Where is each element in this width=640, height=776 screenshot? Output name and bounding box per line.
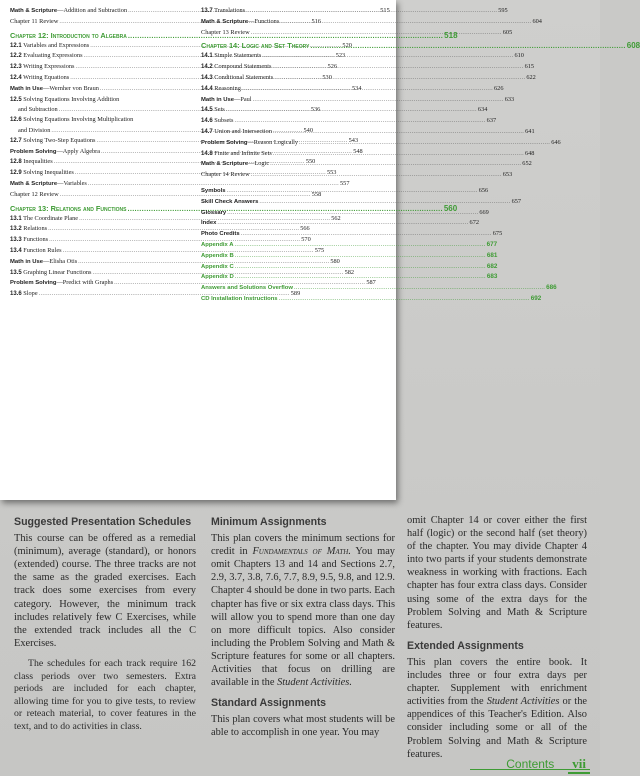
extended-column	[407, 514, 587, 769]
toc-feature-name: Problem Solving	[10, 280, 57, 287]
toc-entry-title	[201, 149, 272, 160]
toc-page-number: 656	[478, 186, 489, 194]
toc-title-text: Appendix D	[201, 274, 234, 281]
toc-leader-dots	[226, 105, 477, 115]
toc-page-number: 543	[348, 136, 359, 144]
toc-page-number: 550	[305, 158, 316, 166]
toc-page-number: 622	[526, 73, 536, 81]
toc-page-number: 646	[551, 138, 561, 146]
book-title: Fundamentals of Math.	[252, 546, 351, 558]
toc-page-number: 641	[525, 127, 535, 135]
toc-page-number: 669	[479, 208, 489, 216]
toc-entry	[201, 294, 542, 305]
toc-feature-name: Math in Use	[10, 85, 44, 92]
toc-entry	[201, 240, 498, 251]
toc-title-text: Conditional Statements	[214, 73, 274, 81]
toc-leader-dots	[227, 186, 478, 196]
toc-entry-title	[10, 278, 113, 289]
toc-entry	[201, 84, 504, 95]
toc-leader-dots	[246, 6, 497, 16]
toc-feature-topic: —Wernher von Braun	[43, 84, 99, 92]
toc-entry	[201, 51, 524, 62]
toc-entry-title	[10, 268, 91, 279]
toc-section-number: 12.8	[10, 159, 22, 166]
toc-leader-dots	[235, 272, 486, 282]
toc-page-number: 548	[353, 147, 363, 155]
toc-leader-dots	[294, 283, 545, 293]
toc-entry-title	[201, 230, 240, 240]
toc-entry-title	[10, 168, 74, 179]
toc-entry-title	[10, 157, 53, 168]
toc-entry-title	[10, 17, 58, 27]
toc-page-number: 608	[626, 41, 640, 51]
toc-page-number: 672	[469, 219, 479, 227]
toc-entry-title	[10, 41, 89, 52]
toc-entry-title	[10, 204, 127, 214]
toc-leader-dots	[241, 229, 492, 239]
toc-page-number: 675	[492, 230, 503, 238]
toc-entry-title	[201, 273, 234, 283]
toc-title-text: Evaluating Expressions	[23, 52, 83, 60]
toc-page-number: 653	[502, 171, 513, 179]
toc-entry-title	[201, 219, 216, 229]
toc-entry-title	[10, 246, 62, 257]
toc-entry-title: and Subtraction	[18, 106, 58, 114]
toc-page-number: 526	[327, 63, 338, 71]
toc-title-text: Appendix A	[201, 241, 234, 248]
toc-entry-title	[201, 41, 309, 51]
toc-page-number: 589	[290, 290, 301, 298]
minimum-text-a: This plan covers the minimum sections for credit in	[211, 533, 395, 558]
toc-page-number: 553	[326, 169, 337, 177]
toc-page-number: 557	[340, 179, 350, 187]
student-activities-ref-2: Student Activities	[486, 696, 560, 708]
toc-entry-title	[10, 257, 77, 268]
toc-entry-title	[10, 6, 127, 17]
toc-title-text: Reasoning	[214, 84, 241, 92]
toc-title-text: Writing Equations	[23, 73, 70, 81]
toc-title-text: Chapter 14 Review	[201, 171, 250, 179]
toc-title-text: Translations	[214, 7, 246, 14]
toc-page-number: 520	[342, 41, 352, 49]
toc-entry	[201, 170, 513, 180]
toc-page-number: 562	[331, 214, 341, 222]
toc-entry-title	[201, 17, 279, 28]
toc-leader-dots	[270, 159, 521, 169]
toc-leader-dots	[251, 170, 502, 180]
toc-page-number: 681	[486, 251, 498, 259]
toc-section-number: 13.2	[10, 226, 22, 233]
toc-entry-title	[201, 28, 250, 38]
toc-page-number: 587	[366, 279, 376, 287]
toc-section-number: 12.2	[10, 53, 22, 60]
toc-section-number: 13.3	[10, 237, 22, 244]
toc-entry-title	[10, 235, 48, 246]
toc-section-number: 12.1	[10, 42, 22, 49]
toc-section-number: 14.8	[201, 150, 213, 157]
toc-title-text: Function Rules	[23, 246, 62, 254]
toc-page-number: 648	[524, 149, 535, 157]
toc-title-text: The Coordinate Plane	[23, 214, 79, 222]
minimum-text-b: You may omit Chapters 13 and 14 and Sections 2.7, 2.9, 3.7, 3.8, 7.6, 7.7, 8.9, 9.5, 9.8, and 12.9. Chapter 4 should be done in two parts. Each chapter has five or six extra class days. This will allow you to spend more than one day on more difficult topics. Also consider including the Problem Solving and Math & Scripture features for some or all chapters. Activities that focus on drilling are available in the	[211, 546, 396, 689]
toc-entry-title	[201, 105, 225, 116]
toc-entry-title	[201, 284, 293, 294]
toc-entry	[201, 17, 542, 28]
toc-entry	[201, 272, 498, 283]
toc-entry	[10, 179, 350, 190]
toc-entry-title	[201, 73, 273, 84]
toc-entry-title	[201, 241, 234, 251]
toc-leader-dots	[280, 17, 531, 27]
extended-paragraph	[407, 656, 587, 761]
toc-page-number: 686	[546, 284, 557, 292]
schedules-heading: Suggested Presentation Schedules	[14, 516, 192, 528]
toc-page-number: 682	[486, 262, 498, 270]
toc-entry	[201, 127, 535, 138]
toc-page-number: 637	[486, 117, 497, 125]
toc-entry-title	[201, 295, 278, 305]
toc-title-text: Chapter 14: Logic and Set Theory	[201, 41, 310, 51]
toc-page-number: 604	[532, 17, 542, 25]
toc-entry-title	[201, 209, 226, 219]
toc-title-text: Inequalities	[23, 158, 53, 166]
toc-feature-name: Math & Scripture	[201, 161, 249, 168]
toc-title-text: Solving Equations Involving Multiplication	[23, 116, 134, 124]
toc-entry-title	[10, 190, 59, 200]
toc-entry-title	[201, 198, 258, 208]
toc-entry-title	[201, 51, 261, 62]
toc-page-number: 566	[300, 225, 310, 233]
toc-leader-dots	[242, 84, 493, 94]
toc-title-text: Chapter 12 Review	[10, 190, 59, 198]
toc-entry	[201, 41, 640, 51]
toc-leader-dots	[235, 240, 486, 250]
toc-feature-topic: —Elisha Otis	[43, 257, 78, 265]
toc-leader-dots	[273, 149, 524, 159]
toc-title-text: Compound Statements	[214, 63, 272, 71]
toc-title-text: Chapter 11 Review	[10, 17, 59, 25]
footer-section-label: Contents	[506, 757, 555, 771]
toc-page-number: 530	[322, 73, 332, 81]
toc-entry	[201, 186, 489, 197]
toc-title-text: Chapter 13 Review	[201, 28, 250, 36]
toc-feature-name: Math & Scripture	[10, 8, 58, 14]
toc-title-text: Chapter 13: Relations and Functions	[10, 203, 127, 213]
toc-title-text: Glossary	[201, 209, 227, 216]
toc-page-number: 516	[311, 17, 321, 25]
toc-title-text: Answers and Solutions Overflow	[201, 285, 293, 292]
toc-page-number: 536	[310, 106, 321, 114]
toc-title-text: Symbols	[201, 187, 226, 194]
minimum-standard-column	[211, 516, 395, 748]
toc-entry	[201, 138, 561, 149]
toc-section-number: 12.4	[10, 74, 22, 81]
toc-entry-title	[10, 289, 38, 300]
toc-entry	[201, 283, 557, 294]
toc-entry	[201, 73, 536, 84]
toc-page-number: 595	[498, 7, 508, 14]
toc-entry-title	[10, 115, 133, 126]
schedules-paragraph-1: This course can be offered as a remedial (minimum), average (standard), or honors (extended) course. The three tracks are not the same as the graded exercises. Each track does some exercises from every category. However, the minimum track includes relatively few C Exercises, while the extended track includes all the C Exercises.	[14, 533, 196, 649]
toc-page-number: 518	[444, 30, 458, 40]
toc-title-text: Writing Expressions	[23, 63, 75, 71]
toc-section-number: 14.4	[201, 85, 213, 92]
toc-leader-dots	[235, 262, 486, 272]
toc-page-number: 683	[486, 273, 498, 281]
toc-section-number: 14.3	[201, 74, 213, 81]
toc-entry	[201, 218, 479, 229]
toc-section-number: 12.3	[10, 64, 22, 71]
toc-section-number: 14.7	[201, 128, 213, 135]
toc-leader-dots	[235, 116, 486, 126]
toc-leader-dots	[253, 95, 504, 105]
toc-entry-title	[10, 62, 75, 73]
toc-entry-title	[201, 6, 245, 17]
toc-page-number: 692	[530, 294, 542, 302]
toc-section-number: 14.5	[201, 107, 213, 114]
toc-entry	[201, 95, 515, 106]
toc-title-text: Chapter 12: Introduction to Algebra	[10, 30, 127, 40]
toc-leader-dots	[235, 251, 486, 261]
toc-entry-title	[10, 147, 100, 158]
toc-entry-title	[10, 179, 87, 190]
toc-page-number: 634	[477, 106, 488, 114]
toc-feature-name: Problem Solving	[10, 148, 57, 155]
toc-entry	[10, 115, 188, 126]
toc-feature-name: Math & Scripture	[201, 18, 249, 25]
standard-paragraph-cont: omit Chapter 14 or cover either the first half (logic) or the second half (set theory) of the chapter. You may divide Chapter 4 into two parts if your students demonstrate weakness in working with fractions. Each chapter has four extra class days. Consider using some of the extra days for the Problem Solving and Math & Scripture features.	[407, 515, 587, 631]
toc-entry-title: and Division	[18, 126, 51, 134]
toc-page-number: 540	[303, 126, 313, 134]
toc-entry-title	[201, 95, 252, 106]
toc-title-text: Skill Check Answers	[201, 198, 259, 205]
toc-entry	[10, 95, 188, 106]
standard-paragraph: This plan covers what most students will be able to accomplish in one year. You may	[211, 714, 395, 739]
toc-entry-title	[10, 84, 99, 95]
toc-entry-title	[201, 159, 269, 170]
toc-page-number: 582	[344, 268, 355, 276]
toc-section-number: 14.1	[201, 53, 213, 60]
toc-title-text: Index	[201, 220, 217, 227]
toc-entry-title	[201, 170, 250, 180]
toc-title-text: Solving Equations Involving Addition	[23, 95, 120, 103]
toc-leader-dots	[299, 138, 550, 148]
schedules-paragraph-2: The schedules for each track require 162 class periods over two semesters. Extra periods are included for each chapter, allowing time for you to give tests, to review or reteach material, to cover features in the text, and to do activities in class.	[14, 657, 196, 732]
toc-leader-dots	[273, 127, 524, 137]
toc-page-number: 633	[504, 95, 515, 103]
minimum-heading: Minimum Assignments	[211, 516, 327, 528]
toc-title-text: Appendix B	[201, 252, 234, 259]
toc-page-number: 610	[514, 52, 524, 60]
toc-title-text: Relations	[23, 225, 48, 233]
toc-title-text: Simple Statements	[214, 52, 262, 60]
toc-title-text: Union and Intersection	[214, 127, 272, 135]
toc-leader-dots	[272, 62, 523, 72]
toc-entry	[201, 149, 535, 160]
toc-entry	[201, 116, 497, 127]
toc-title-text: Slope	[23, 290, 38, 298]
toc-entry-title	[201, 116, 234, 127]
extended-text-a: This plan covers the entire book. It includes three or four extra days per chapter. Supplement with enrichment activities from the	[407, 656, 587, 708]
toc-section-number: 12.5	[10, 96, 22, 103]
toc-entry-title	[10, 224, 47, 235]
toc-entry-title	[10, 51, 83, 62]
toc-feature-name: Problem Solving	[201, 139, 248, 146]
toc-title-text: CD Installation Instructions	[201, 295, 278, 302]
toc-entry	[201, 62, 535, 73]
toc-feature-topic: —Paul	[234, 95, 252, 103]
toc-section-number: 12.9	[10, 170, 22, 177]
minimum-paragraph	[211, 532, 395, 689]
toc-section-number: 13.7	[201, 8, 213, 14]
toc-title-text: Graphing Linear Functions	[23, 268, 92, 276]
toc-entry-title	[201, 62, 271, 73]
toc-entry-title	[201, 187, 226, 197]
toc-section-number: 14.6	[201, 118, 213, 125]
schedules-column	[14, 516, 196, 742]
toc-page-number: 575	[314, 246, 325, 254]
toc-section-number: 13.4	[10, 247, 22, 254]
toc-entry-title	[201, 138, 298, 149]
toc-title-text: Variables and Expressions	[23, 41, 90, 49]
toc-leader-dots	[251, 28, 502, 38]
toc-entry-title	[10, 31, 127, 41]
page-footer	[506, 756, 590, 774]
toc-section-number: 13.5	[10, 269, 22, 276]
toc-page-number: 558	[311, 190, 322, 198]
toc-page-number: 615	[524, 63, 535, 71]
toc-feature-name: Math in Use	[201, 96, 235, 103]
toc-leader-dots	[259, 197, 510, 207]
toc-title-text: Appendix C	[201, 263, 234, 270]
toc-title-text: Functions	[23, 236, 49, 244]
toc-page-number: 677	[486, 240, 498, 248]
toc-feature-topic: —Predict with Graphs	[56, 279, 114, 287]
toc-page-number: 657	[511, 197, 522, 205]
toc-feature-name: Math & Scripture	[10, 180, 58, 187]
toc-leader-dots	[310, 41, 625, 51]
toc-entry-title	[201, 127, 272, 138]
toc-entry-title	[10, 136, 95, 147]
toc-feature-topic: —Functions	[248, 17, 280, 25]
toc-entry	[201, 105, 488, 116]
toc-feature-topic: —Apply Algebra	[56, 147, 101, 155]
toc-section-number: 12.6	[10, 117, 22, 124]
toc-leader-dots	[217, 218, 468, 228]
toc-page-number: 605	[502, 28, 513, 36]
toc-feature-topic: —Addition and Subtraction	[57, 7, 128, 14]
toc-title-text: Subsets	[214, 117, 234, 125]
extended-heading: Extended Assignments	[407, 639, 524, 652]
toc-title-text: Solving Inequalities	[23, 169, 74, 177]
toc-title-text: Finite and Infinite Sets	[214, 149, 272, 157]
toc-entry	[201, 229, 503, 240]
toc-leader-dots	[274, 73, 525, 83]
toc-page-number: 580	[330, 257, 340, 265]
toc-feature-topic: —Variables	[57, 179, 87, 187]
toc-feature-topic: —Logic	[248, 160, 270, 168]
toc-title-text: Solving Two-Step Equations	[23, 136, 96, 144]
toc-section-number: 13.6	[10, 291, 22, 298]
toc-page-number: 523	[335, 52, 346, 60]
toc-leader-dots	[279, 294, 530, 304]
toc-entry	[201, 262, 498, 273]
toc-leader-dots	[262, 51, 513, 61]
toc-entry	[201, 159, 532, 170]
toc-entry-title	[201, 263, 234, 273]
toc-section-number: 12.7	[10, 137, 22, 144]
toc-entry-title	[201, 84, 241, 95]
page-number: vii	[568, 756, 590, 774]
toc-title-text: Sets	[214, 106, 225, 114]
toc-entry-title	[10, 73, 69, 84]
standard-heading: Standard Assignments	[211, 697, 326, 710]
toc-entry-title	[10, 214, 78, 225]
toc-page-number: 570	[301, 236, 311, 244]
toc-page-number: 652	[522, 160, 532, 168]
toc-section-number: 14.2	[201, 64, 213, 71]
toc-entry	[201, 251, 498, 262]
toc-page-number: 534	[352, 84, 362, 92]
toc-entry-title	[10, 95, 119, 106]
toc-leader-dots	[227, 208, 478, 218]
toc-section-number: 13.1	[10, 215, 22, 222]
toc-page-number: 515	[380, 7, 390, 14]
toc-entry-title	[201, 252, 234, 262]
toc-page-number: 560	[443, 203, 458, 213]
toc-page-number: 626	[494, 84, 504, 92]
toc-feature-topic: —Reason Logically	[247, 138, 299, 146]
toc-feature-name: Math in Use	[10, 258, 44, 265]
extended-text-b: or the appendices of this Teacher's Edition. Also consider including some or all of the Problem Solving and Math & Scripture features.	[407, 696, 587, 760]
toc-title-text: Photo Credits	[201, 231, 240, 238]
student-activities-ref: Student Activities.	[277, 677, 352, 689]
